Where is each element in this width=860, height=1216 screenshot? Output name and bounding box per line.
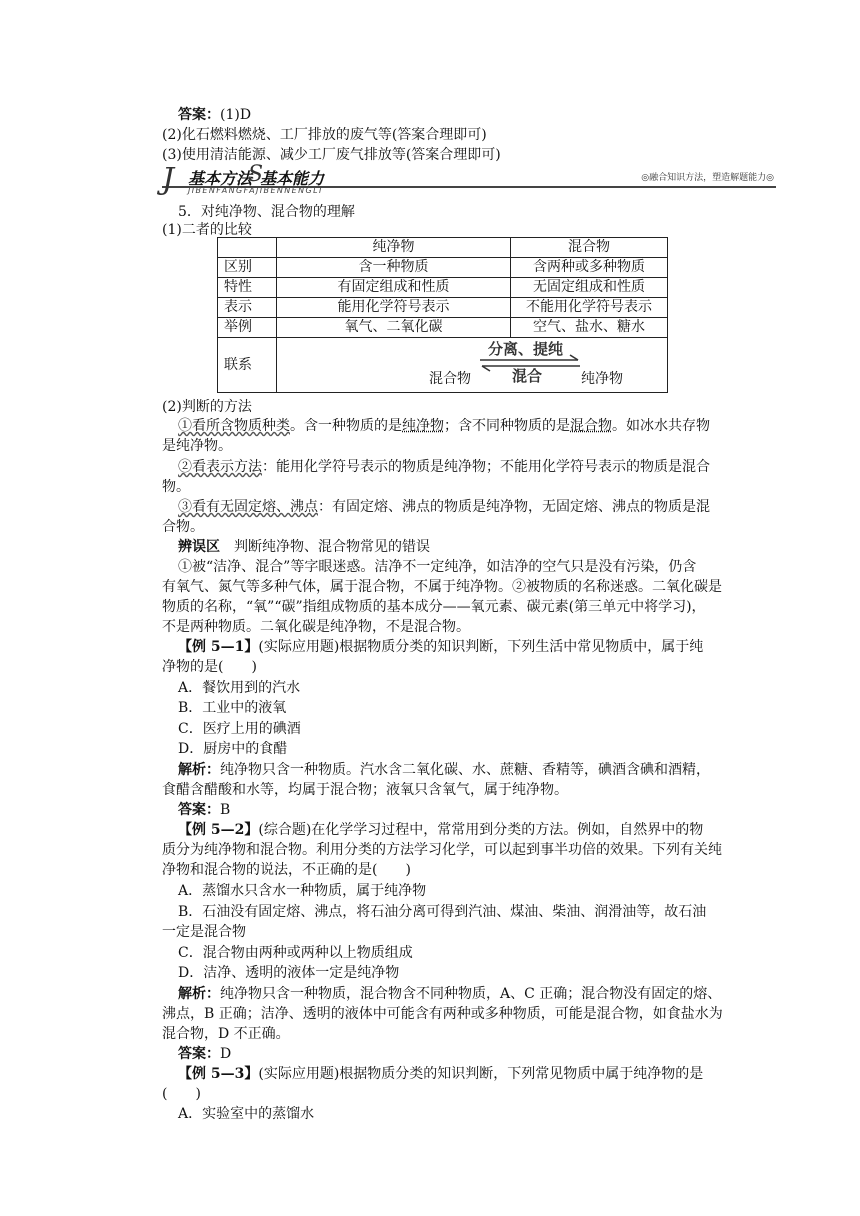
text: ：能用化学符号表示的物质是纯净物；不能用化学符号表示的物质是混合	[262, 459, 710, 475]
table-row	[218, 298, 668, 318]
banner-subtitle: JIBENFANGFAJIBENNENGLI	[188, 186, 323, 195]
example-tag: 【例 5—1】	[178, 639, 259, 655]
table-cell: 特性	[218, 278, 277, 298]
example-tag: 【例 5—2】	[178, 822, 259, 838]
error-label: 辨误区	[178, 539, 220, 555]
example-2-answer	[178, 1044, 231, 1064]
text: (综合题)在化学学习过程中，常常用到分类的方法。例如，自然界中的物	[258, 822, 704, 838]
analysis-label: 解析：	[178, 986, 220, 1002]
table-row	[218, 318, 668, 338]
example-1-option: B．工业中的液氧	[178, 700, 287, 716]
example-3-stem	[178, 1064, 703, 1084]
subsection-heading: (1)二者的比较	[162, 222, 252, 238]
table-cell: 不能用化学符号表示	[511, 298, 668, 318]
error-line-2: 有氧气、氮气等多种气体，属于混合物，不属于纯净物。②被物质的名称迷惑。二氧化碳是	[162, 579, 722, 595]
error-line-1: ①被“洁净、混合”等字眼迷惑。洁净不一定纯净，如洁净的空气只是没有污染，仍含	[178, 559, 697, 575]
key-phrase: 混合物	[570, 418, 612, 434]
arrow-top-label: 分离、提纯	[488, 340, 564, 358]
method-point-2	[178, 457, 710, 477]
link-diagram-cell	[277, 338, 668, 393]
example-2-option: D．洁净、透明的液体一定是纯净物	[178, 965, 400, 981]
text: (实际应用题)根据物质分类的知识判断，下列常见物质中属于纯净物的是	[258, 1066, 704, 1082]
example-3-option: A．实验室中的蒸馏水	[178, 1106, 315, 1122]
text: 纯净物只含一种物质。汽水含二氧化碳、水、蔗糖、香精等，碘酒含碘和酒精，	[220, 762, 710, 778]
table-cell: 区别	[218, 258, 277, 278]
table-row	[218, 258, 668, 278]
key-phrase: ①看所含物质种类	[178, 418, 290, 434]
text: 纯净物只含一种物质，混合物含不同种物质，A、C 正确；混合物没有固定的熔、	[220, 986, 722, 1002]
key-phrase: 纯净物	[402, 418, 444, 434]
example-2-analysis-cont: 混合物，D 不正确。	[162, 1026, 290, 1042]
example-2-option: C．混合物由两种或两种以上物质组成	[178, 945, 413, 961]
table-cell: 含一种物质	[277, 258, 511, 278]
banner-title-2: 基本能力	[260, 169, 325, 188]
banner-title-1: 基本方法	[188, 169, 253, 188]
table-cell: 含两种或多种物质	[511, 258, 668, 278]
method-point-1-cont: 是纯净物。	[162, 438, 232, 454]
table-cell: 氧气、二氧化碳	[277, 318, 511, 338]
answer-line-1	[178, 105, 251, 125]
answer-label: 答案：	[178, 1046, 220, 1062]
section-banner	[162, 162, 776, 198]
example-1-option: A．餐饮用到的汽水	[178, 680, 301, 696]
table-cell: 无固定组成和性质	[511, 278, 668, 298]
key-phrase: ②看表示方法	[178, 459, 262, 475]
example-2-option: B．石油没有固定熔、沸点，将石油分离可得到汽油、煤油、柴油、润滑油等，故石油	[178, 904, 707, 920]
text: (实际应用题)根据物质分类的知识判断，下列生活中常见物质中，属于纯	[258, 639, 704, 655]
answer-label: 答案：	[178, 802, 220, 818]
example-1-stem	[178, 637, 703, 657]
table-cell: 联系	[218, 338, 277, 393]
table-cell: 有固定组成和性质	[277, 278, 511, 298]
table-cell: 表示	[218, 298, 277, 318]
table-header-cell: 混合物	[511, 238, 668, 258]
table-row	[218, 278, 668, 298]
comparison-table	[217, 237, 668, 393]
table-header-cell: 纯净物	[277, 238, 511, 258]
key-phrase: ③看有无固定熔、沸点	[178, 499, 318, 515]
arrow-bottom-label: 混合	[512, 367, 543, 385]
answer-value: B	[220, 802, 231, 818]
method-point-3-cont: 合物。	[162, 519, 204, 535]
table-header-row	[218, 238, 668, 258]
link-arrows	[480, 340, 580, 384]
example-1-option: D．厨房中的食醋	[178, 741, 288, 757]
example-1-answer	[178, 800, 230, 820]
example-1-analysis-cont: 食醋含醋酸和水等，均属于混合物；液氧只含氧气，属于纯净物。	[162, 782, 568, 798]
banner-s-logo-icon: S	[248, 162, 264, 187]
method-point-1	[178, 416, 710, 436]
text: ：有固定熔、沸点的物质是纯净物，无固定熔、沸点的物质是混	[318, 499, 710, 515]
example-1-stem-cont: 净物的是( )	[162, 659, 257, 675]
example-2-stem-cont: 质分为纯净物和混合物。利用分类的方法学习化学，可以起到事半功倍的效果。下列有关纯	[162, 842, 722, 858]
answer-text: (1)D	[220, 107, 252, 123]
answer-line-2: (2)化石燃料燃烧、工厂排放的废气等(答案合理即可)	[162, 127, 487, 143]
text: ；含不同种物质的是	[444, 418, 570, 434]
error-line-4: 不是两种物质。二氧化碳是纯净物，不是混合物。	[162, 619, 470, 635]
section-heading: 5．对纯净物、混合物的理解	[178, 204, 355, 220]
example-3-stem-cont: ( )	[162, 1086, 201, 1102]
method-point-3	[178, 497, 710, 517]
example-2-stem-cont: 净物和混合物的说法，不正确的是( )	[162, 862, 411, 878]
method-point-2-cont: 物。	[162, 479, 190, 495]
example-1-analysis	[178, 760, 710, 780]
link-right-label: 纯净物	[581, 371, 623, 387]
example-1-option: C．医疗上用的碘酒	[178, 721, 301, 737]
table-cell: 空气、盐水、糖水	[511, 318, 668, 338]
banner-slogan: ◎融合知识方法，塑造解题能力◎	[641, 173, 774, 183]
answer-line-3: (3)使用清洁能源、减少工厂废气排放等(答案合理即可)	[162, 147, 501, 163]
table-row-link	[218, 338, 668, 393]
analysis-label: 解析：	[178, 762, 220, 778]
example-tag: 【例 5—3】	[178, 1066, 259, 1082]
banner-j-logo-icon: J	[162, 162, 175, 197]
example-2-analysis	[178, 984, 721, 1004]
text: 。如冰水共存物	[612, 418, 710, 434]
error-title	[178, 537, 430, 557]
answer-value: D	[220, 1046, 232, 1062]
error-line-3: 物质的名称，“氧”“碳”指组成物质的基本成分——氧元素、碳元素(第三单元中将学习)，	[162, 599, 706, 615]
example-2-stem	[178, 820, 703, 840]
example-2-analysis-cont: 沸点，B 正确；洁净、透明的液体中可能含有两种或多种物质，可能是混合物，如食盐水为	[162, 1006, 723, 1022]
error-heading: 判断纯净物、混合物常见的错误	[234, 539, 430, 555]
table-cell: 能用化学符号表示	[277, 298, 511, 318]
example-2-option: A．蒸馏水只含水一种物质，属于纯净物	[178, 883, 427, 899]
answer-label: 答案：	[178, 107, 220, 123]
link-left-label: 混合物	[429, 371, 471, 387]
method-title: (2)判断的方法	[162, 399, 252, 415]
example-2-option-cont: 一定是混合物	[162, 924, 246, 940]
table-cell: 举例	[218, 318, 277, 338]
text: 。含一种物质的是	[290, 418, 402, 434]
table-header-cell	[218, 238, 277, 258]
